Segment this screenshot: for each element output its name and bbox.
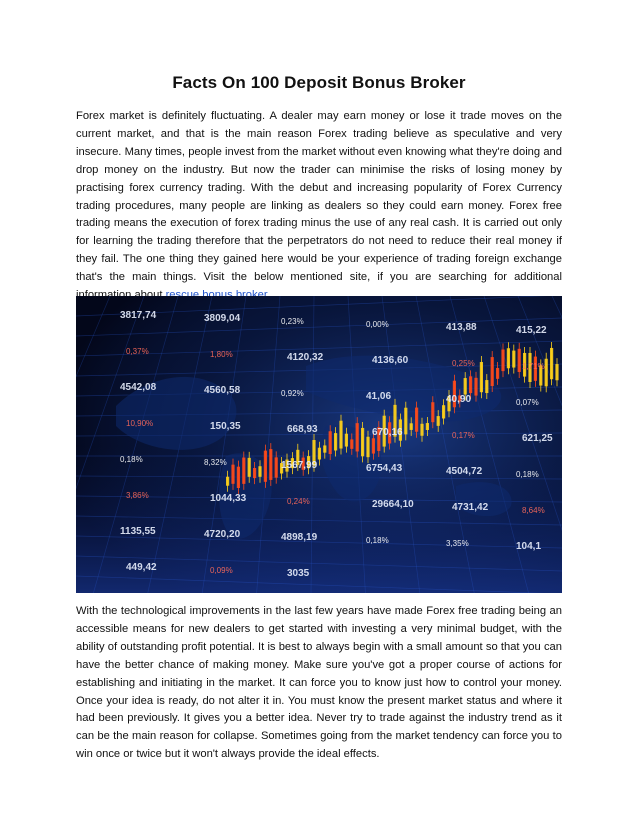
candle-body xyxy=(329,431,332,454)
candle-body xyxy=(366,437,369,457)
price-value: 104,1 xyxy=(516,541,542,552)
forex-board-graphic xyxy=(76,296,562,593)
candle-body xyxy=(550,348,553,379)
paragraph-1 xyxy=(76,108,562,305)
price-value: 6754,43 xyxy=(366,463,403,474)
candle-body xyxy=(275,457,278,477)
candle-body xyxy=(372,438,375,453)
price-value: 8,64% xyxy=(522,506,545,515)
price-value: 0,17% xyxy=(452,431,475,440)
candle-body xyxy=(474,378,477,396)
price-value: 0,07% xyxy=(516,398,539,407)
candle-body xyxy=(437,416,440,426)
price-value: 3809,04 xyxy=(204,313,241,324)
candle-body xyxy=(264,451,267,482)
price-value: 0,09% xyxy=(210,566,233,575)
candle-body xyxy=(404,408,407,435)
candle-body xyxy=(431,402,434,422)
price-value: 3,35% xyxy=(446,539,469,548)
price-value: 3,86% xyxy=(126,491,149,500)
price-value: 1,80% xyxy=(210,350,233,359)
candle-body xyxy=(464,378,467,394)
price-value: 0,24% xyxy=(287,497,310,506)
candle-body xyxy=(512,351,515,368)
candle-body xyxy=(442,405,445,418)
price-value: 3035 xyxy=(287,568,310,579)
candle-body xyxy=(350,439,353,448)
price-value: 3817,74 xyxy=(120,310,157,321)
price-value: 4720,20 xyxy=(204,529,241,540)
price-value: 449,42 xyxy=(126,562,157,573)
candle-body xyxy=(415,408,418,432)
candle-body xyxy=(242,458,245,484)
price-value: 670,16 xyxy=(372,427,403,438)
paragraph-2: With the technological improvements in the last few years have made Forex free trading being an accessible means for new dealers to get started with investing a very minimal budget, with the ability of outstanding profit potential. It is best to always begin with a small amount so that you can have the better chance of making money. Make sure you've got a proper course of actions for establishing and initiating in the market. It can force you to know just how to control your money. Once your idea is ready, do not alter it in. You must know the present market status and where it had been previously. It gives you a better idea. Never try to trade against the industry trend as it can be the main reason for collapse. Sometimes going from the market tendency can force you to win once or twice but it won't always provide the ideal effects. xyxy=(76,605,562,761)
price-value: 0,37% xyxy=(126,347,149,356)
candle-body xyxy=(485,380,488,393)
price-value: 0,18% xyxy=(516,470,539,479)
price-value: 4731,42 xyxy=(452,502,489,513)
price-value: 0,18% xyxy=(366,536,389,545)
price-value: 4898,19 xyxy=(281,532,318,543)
candle-body xyxy=(226,477,229,486)
candle-body xyxy=(426,423,429,430)
candle-body xyxy=(323,445,326,452)
price-value: 1044,33 xyxy=(210,493,247,504)
paragraph-1-text: Forex market is definitely fluctuating. A dealer may earn money or lose it trade moves on the current market, and that is the main reason Forex trading believe as speculative and very insecure. Many times, people invest from the market without even knowing what they're doing and drop money on the industry. But now the trader can minimise the risks of losing money by practising forex currency trading. With the debut and increasing popularity of Forex Currency trading procedures, many people are linking as dealers so they could earn money. Forex free trading means the execution of forex trading minus the use of any real cash. It is carried out only for learning the trading therefore that the perpetrators do not need to reduce their real money if they fail. The one thing they gained here would be your experience of trading foreign exchange that's the main things. Visit the below mentioned site, if you are searching for additional xyxy=(76,110,562,284)
candle-body xyxy=(469,376,472,393)
candle-body xyxy=(545,359,548,387)
price-value: 40,90 xyxy=(446,394,472,405)
price-value: 150,35 xyxy=(210,421,241,432)
candle-body xyxy=(480,362,483,392)
price-value: 0,25% xyxy=(452,359,475,368)
price-value: 668,93 xyxy=(287,424,318,435)
candle-body xyxy=(501,350,504,372)
candle-body xyxy=(258,466,261,477)
candle-body xyxy=(237,467,240,488)
price-value: 0,92% xyxy=(281,389,304,398)
forex-trading-image xyxy=(76,296,562,593)
document-title: Facts On 100 Deposit Bonus Broker xyxy=(172,73,466,92)
price-value: 415,22 xyxy=(516,325,547,336)
price-value: 4136,60 xyxy=(372,355,409,366)
candle-body xyxy=(253,468,256,478)
price-value: 1,71% xyxy=(522,362,545,371)
price-value: 41,06 xyxy=(366,391,392,402)
candle-body xyxy=(507,348,510,368)
candle-body xyxy=(334,433,337,450)
candle-body xyxy=(356,423,359,451)
price-value: 1135,55 xyxy=(120,526,156,537)
candle-body xyxy=(361,428,364,456)
price-value: 413,88 xyxy=(446,322,477,333)
price-value: 4542,08 xyxy=(120,382,157,393)
candle-body xyxy=(410,423,413,430)
price-value: 0,00% xyxy=(366,320,389,329)
price-value: 8,32% xyxy=(204,458,227,467)
candle-body xyxy=(491,357,494,386)
candle-body xyxy=(269,449,272,480)
candle-body xyxy=(496,368,499,379)
price-value: 4504,72 xyxy=(446,466,483,477)
candle-body xyxy=(345,434,348,447)
price-value: 10,90% xyxy=(126,419,154,428)
candle-body xyxy=(248,458,251,477)
candle-body xyxy=(339,421,342,449)
price-value: 4120,32 xyxy=(287,352,324,363)
price-value: 1567,99 xyxy=(281,460,318,471)
price-value: 4560,58 xyxy=(204,385,241,396)
candle-body xyxy=(231,465,234,484)
price-value: 621,25 xyxy=(522,433,553,444)
candle-body xyxy=(420,424,423,436)
candle-body xyxy=(318,448,321,460)
candle-body xyxy=(555,364,558,380)
price-value: 0,23% xyxy=(281,317,304,326)
price-value: 29664,10 xyxy=(372,499,414,510)
price-value: 0,18% xyxy=(120,455,143,464)
candle-body xyxy=(518,349,521,372)
